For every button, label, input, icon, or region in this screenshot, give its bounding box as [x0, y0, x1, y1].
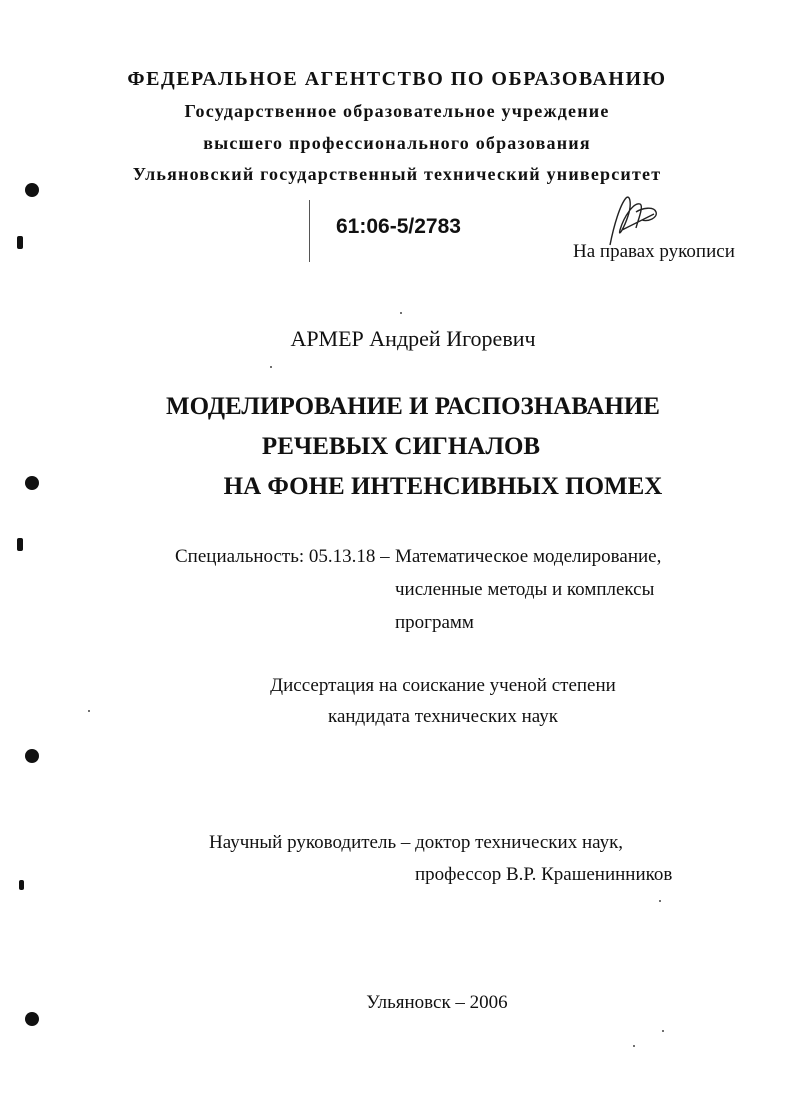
- scan-speck: [270, 366, 272, 368]
- author-name: АРМЕР Андрей Игоревич: [290, 326, 536, 351]
- agency-name: ФЕДЕРАЛЬНОЕ АГЕНТСТВО ПО ОБРАЗОВАНИЮ: [127, 68, 667, 90]
- specialty-line-2: численные методы и комплексы: [395, 579, 655, 600]
- binding-hole: [25, 183, 39, 197]
- supervisor-line-2: профессор В.Р. Крашенинников: [415, 864, 673, 885]
- scan-speck: [662, 1030, 664, 1032]
- binding-hole: [25, 749, 39, 763]
- manuscript-note: На правах рукописи: [573, 241, 735, 262]
- specialty-label: Специальность: 05.13.18 –: [175, 546, 390, 567]
- binding-mark: [17, 236, 23, 249]
- binding-mark: [19, 880, 24, 890]
- university-name: Ульяновский государственный технический университет: [132, 164, 662, 184]
- scan-speck: [633, 1045, 635, 1047]
- title-line-2: РЕЧЕВЫХ СИГНАЛОВ: [261, 433, 541, 460]
- binding-hole: [25, 1012, 39, 1026]
- specialty-line-1: Математическое моделирование,: [395, 546, 662, 567]
- handwritten-signature: [596, 190, 666, 260]
- binding-mark: [17, 538, 23, 551]
- institution-line-1: Государственное образовательное учреждение: [184, 101, 610, 121]
- degree-line-2: кандидата технических наук: [328, 706, 558, 727]
- scan-speck: [659, 900, 661, 902]
- institution-line-2: высшего профессионального образования: [203, 133, 591, 153]
- title-line-3: НА ФОНЕ ИНТЕНСИВНЫХ ПОМЕХ: [223, 473, 663, 500]
- place-year: Ульяновск – 2006: [366, 992, 508, 1013]
- specialty-line-3: программ: [395, 612, 474, 633]
- binding-hole: [25, 476, 39, 490]
- degree-line-1: Диссертация на соискание ученой степени: [270, 675, 616, 696]
- stamp-line: [309, 200, 310, 262]
- scan-speck: [400, 312, 402, 314]
- scan-speck: [88, 710, 90, 712]
- title-line-1: МОДЕЛИРОВАНИЕ И РАСПОЗНАВАНИЕ: [166, 393, 660, 420]
- registration-number: 61:06-5/2783: [336, 215, 461, 238]
- supervisor-line-1: Научный руководитель – доктор технических наук,: [209, 832, 624, 853]
